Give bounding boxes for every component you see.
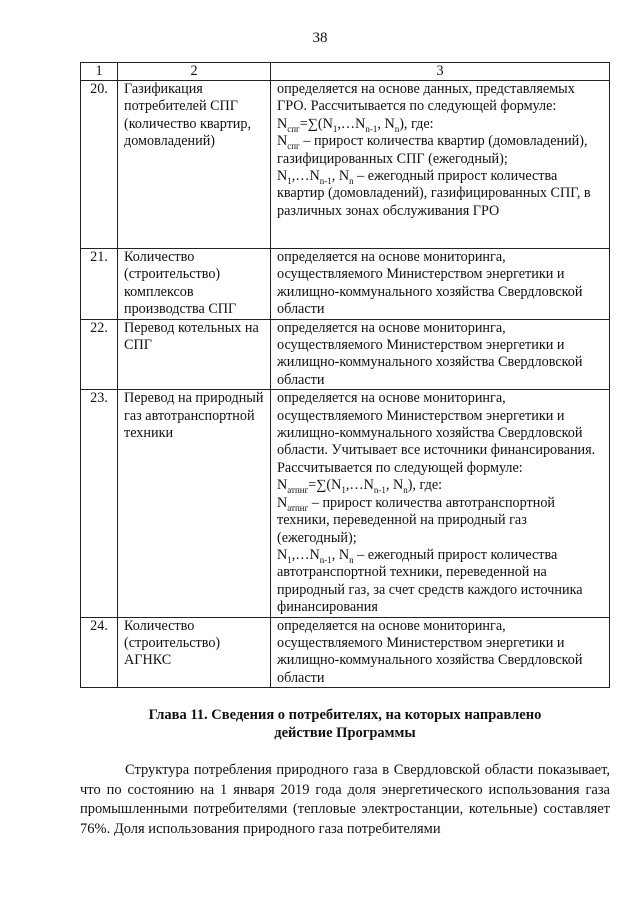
chapter-heading-line: действие Программы [274,724,416,741]
table-row [81,81,610,249]
chapter-heading-line: Глава 11. Сведения о потребителях, на которых направлено [148,707,542,723]
table-header-row [81,63,610,81]
row-number: 21. [81,249,118,320]
indicator-method: определяется на основе мониторинга, осуществляемого Министерством энергетики и жилищно-коммунального хозяйства Свердловской области. Учитывает все источники финансирования. Рассчитывается по следующей формуле: $N_{атпнг}=\sum(N_1,\dots N_{n-1}$, $N_n$), где: $N_{атпнг}$ – прирост количества автотранспортной техники, переведенной на природный газ (ежегодный); $N_1,\dots N_{n-1}$, $N_n$ – ежегодный прирост количества автотранспортной техники, переведенной на природный газ, за счет средств каждого источника финансирования [271,390,610,617]
formula: $N_{спг}=\sum(N_1,\dots N_{n-1}$, $N_n$), где: [277,115,434,134]
chapter-heading [80,707,610,742]
table-row [81,319,610,390]
formula-definition: $N_{атпнг}$ – прирост количества автотранспортной техники, переведенной на природный газ (ежегодный); [277,494,556,546]
indicator-name: Газификация потребителей СПГ (количество квартир, домовладений) [118,81,271,249]
formula-definition: $N_{спг}$ – прирост количества квартир (домовладений), газифицированных СПГ (ежегодный); [277,133,588,167]
formula: $N_{атпнг}=\sum(N_1,\dots N_{n-1}$, $N_n$), где: [277,477,443,496]
column-header: 2 [118,63,271,81]
indicator-name: Перевод котельных на СПГ [118,319,271,390]
row-number: 24. [81,617,118,688]
indicator-method: определяется на основе данных, представляемых ГРО. Рассчитывается по следующей формуле: $N_{спг}=\sum(N_1,\dots N_{n-1}$, $N_n$), где: $N_{спг}$ – прирост количества квартир (домовладений), газифицированных СПГ (ежегодный); $N_1,\dots N_{n-1}$, $N_n$ – ежегодный прирост количества квартир (домовладений), газифицированных СПГ, в различных зонах обслуживания ГРО [271,81,610,249]
indicator-method: определяется на основе мониторинга, осуществляемого Министерством энергетики и жилищно-коммунального хозяйства Свердловской области [271,617,610,688]
row-number: 22. [81,319,118,390]
indicator-method: определяется на основе мониторинга, осуществляемого Министерством энергетики и жилищно-коммунального хозяйства Свердловской области [271,319,610,390]
indicator-method: определяется на основе мониторинга, осуществляемого Министерством энергетики и жилищно-коммунального хозяйства Свердловской области [271,249,610,320]
indicator-name: Перевод на природный газ автотранспортной техники [118,390,271,617]
formula-definition: $N_1,\dots N_{n-1}$, $N_n$ – ежегодный прирост количества квартир (домовладений), газифицированных СПГ, в различных зонах обслуживания ГРО [277,168,591,219]
page-number: 38 [312,30,328,46]
column-header: 3 [271,63,610,81]
table-row [81,249,610,320]
row-number: 20. [81,81,118,249]
indicator-name: Количество (строительство) комплексов производства СПГ [118,249,271,320]
table-row [81,617,610,688]
table-row [81,390,610,617]
column-header: 1 [81,63,118,81]
body-paragraph: Структура потребления природного газа в Свердловской области показывает, что по состоянию на 1 января 2019 года доля энергетического использования газа промышленными потребителями (тепловые электростанции, котельные) составляет 76%. Доля использования природного газа потребителями [80,762,610,837]
indicator-name: Количество (строительство) АГНКС [118,617,271,688]
formula-definition: $N_1,\dots N_{n-1}$, $N_n$ – ежегодный прирост количества автотранспортной техники, переведенной на природный газ, за счет средств каждого источника финансирования [277,546,583,616]
row-number: 23. [81,390,118,617]
indicators-table [80,62,610,688]
